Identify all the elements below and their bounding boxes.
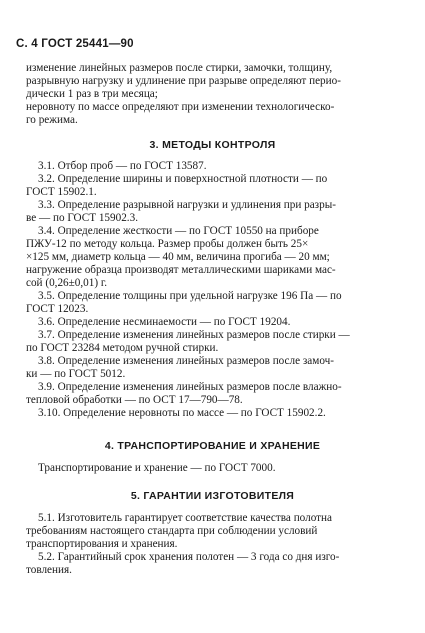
text-line: 3.8. Определение изменения линейных размеров после замоч- (38, 355, 334, 367)
text-line: дически 1 раз в три месяца; (26, 88, 158, 100)
text-line: тепловой обработки — по ОСТ 17—790—78. (26, 394, 243, 406)
text-line: 3.4. Определение жесткости — по ГОСТ 10550 на приборе (38, 225, 319, 237)
text-line: ки — по ГОСТ 5012. (26, 368, 126, 380)
text-line: 3.7. Определение изменения линейных размеров после стирки — (38, 329, 350, 341)
text-line: 3.9. Определение изменения линейных размеров после влажно- (38, 381, 342, 393)
text-line: разрывную нагрузку и удлинение при разрыве определяют перио- (26, 75, 341, 87)
text-line: изменение линейных размеров после стирки, замочки, толщину, (26, 62, 333, 74)
text-line: 3.10. Определение неровноты по массе — по ГОСТ 15902.2. (38, 407, 326, 419)
section-5-body (26, 512, 404, 577)
section-4-title: 4. ТРАНСПОРТИРОВАНИЕ И ХРАНЕНИЕ (104, 440, 321, 452)
text-line: 5.2. Гарантийный срок хранения полотен — 3 года со дня изго- (38, 551, 340, 563)
text-line: ГОСТ 12023. (26, 303, 89, 315)
text-line: 3.1. Отбор проб — по ГОСТ 13587. (38, 160, 207, 172)
text-line: 3.6. Определение несминаемости — по ГОСТ 19204. (38, 316, 291, 328)
text-line: ве — по ГОСТ 15902.3. (26, 212, 138, 224)
text-line: транспортирования и хранения. (26, 538, 178, 550)
text-line: сой (0,26±0,01) г. (26, 277, 108, 289)
text-line: Транспортирование и хранение — по ГОСТ 7000. (38, 462, 276, 474)
section-3-title: 3. МЕТОДЫ КОНТРОЛЯ (149, 139, 276, 151)
text-line: неровноту по массе определяют при изменении технологическо- (26, 101, 335, 113)
section-5-title: 5. ГАРАНТИИ ИЗГОТОВИТЕЛЯ (130, 490, 295, 502)
page-header: С. 4 ГОСТ 25441—90 (16, 38, 134, 50)
text-line: нагружение образца производят металлическими шариками мас- (26, 264, 336, 276)
text-line: 5.1. Изготовитель гарантирует соответствие качества полотна (38, 512, 332, 524)
text-line: ГОСТ 15902.1. (26, 186, 97, 198)
text-line: ПЖУ-12 по методу кольца. Размер пробы должен быть 25× (26, 238, 309, 250)
text-line: 3.5. Определение толщины при удельной нагрузке 196 Па — по (38, 290, 342, 302)
text-line: по ГОСТ 23284 методом ручной стирки. (26, 342, 219, 354)
text-line: требованиям настоящего стандарта при соблюдении условий (26, 525, 318, 537)
section-4-body (26, 462, 404, 475)
text-line: 3.2. Определение ширины и поверхностной плотности — по (38, 173, 328, 185)
section-3-body (26, 160, 404, 420)
text-line: го режима. (26, 114, 78, 126)
intro-text (26, 62, 404, 127)
text-line: ×125 мм, диаметр кольца — 40 мм, величина прогиба — 20 мм; (26, 251, 330, 263)
text-line: товления. (26, 564, 72, 576)
text-line: 3.3. Определение разрывной нагрузки и удлинения при разры- (38, 199, 336, 211)
